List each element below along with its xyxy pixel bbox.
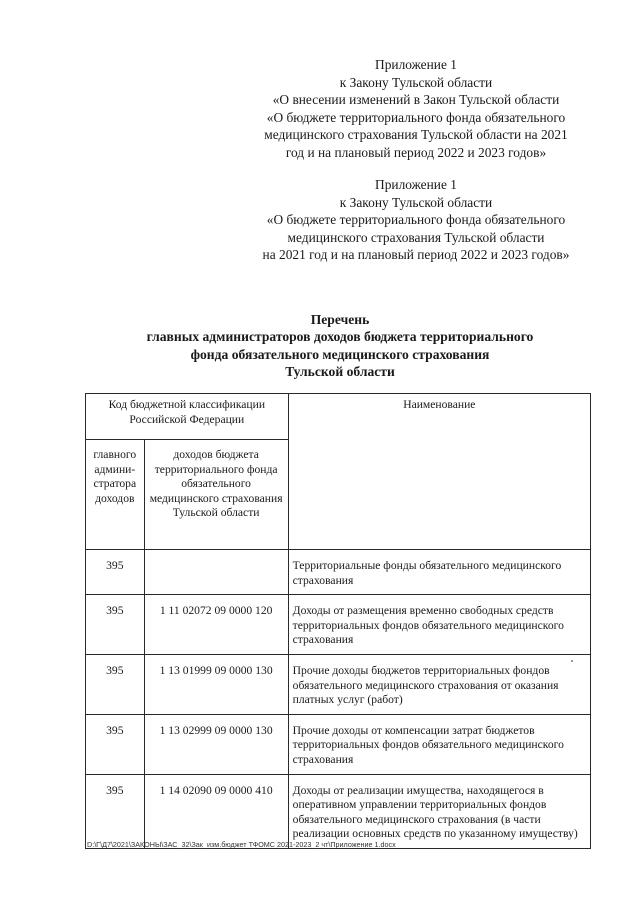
- file-path-footer: D:\Г\Д7\2021\ЗАКОНЫ\ЗАС_32\Зак_изм.бюджет ТФОМС 2021-2023_2 чт\Приложение 1.docx: [87, 840, 396, 849]
- kbk-code: 1 11 02072 09 0000 120: [144, 595, 288, 655]
- table-row: [86, 654, 591, 714]
- appendix-line: медицинского страхования Тульской области на 2021: [264, 127, 568, 143]
- header-admin: главного админи-стратора доходов: [86, 440, 145, 550]
- header-classification: Код бюджетной классификации Российской Федерации: [86, 394, 289, 440]
- kbk-code: 1 14 02090 09 0000 410: [144, 774, 288, 848]
- revenue-name: Доходы от реализации имущества, находящегося в оперативном управлении территориальных фондов обязательного медицинского страхования (в части реализации основных средств по указанному имуществу): [288, 774, 590, 848]
- admin-code: 395: [86, 774, 145, 848]
- kbk-code: 1 13 02999 09 0000 130: [144, 714, 288, 774]
- revenue-name: Прочие доходы от компенсации затрат бюджетов территориальных фондов обязательного медицинского страхования: [288, 714, 590, 774]
- table-row: [86, 714, 591, 774]
- appendix-line: к Закону Тульской области: [339, 74, 493, 90]
- title-line: Тульской области: [285, 364, 395, 380]
- admin-code: 395: [86, 550, 145, 595]
- scan-speck: [571, 660, 573, 662]
- appendix-line: на 2021 год и на плановый период 2022 и 2023 годов»: [262, 247, 570, 263]
- admin-code: 395: [86, 714, 145, 774]
- revenue-name: Прочие доходы бюджетов территориальных фондов обязательного медицинского страхования от оказания платных услуг (работ): [288, 654, 590, 714]
- kbk-code: 1 13 01999 09 0000 130: [144, 654, 288, 714]
- revenue-administrators-table: [85, 393, 591, 849]
- appendix-line: «О бюджете территориального фонда обязательного: [266, 109, 566, 125]
- table-row: [86, 550, 591, 595]
- admin-code: 395: [86, 654, 145, 714]
- header-income: доходов бюджета территориального фонда обязательного медицинского страхования Тульской области: [144, 440, 288, 550]
- header-name: Наименование: [288, 394, 590, 550]
- title-line: Перечень: [310, 312, 370, 327]
- revenue-name: Территориальные фонды обязательного медицинского страхования: [288, 550, 590, 595]
- appendix-line: год и на плановый период 2022 и 2023 годов»: [285, 144, 547, 160]
- appendix-line: «О внесении изменений в Закон Тульской области: [272, 92, 560, 108]
- table-row: [86, 595, 591, 655]
- appendix-header-original: [220, 176, 612, 264]
- table-header-row: [86, 394, 591, 440]
- kbk-code: [144, 550, 288, 595]
- appendix-header-amendment: [220, 56, 612, 162]
- document-title: [0, 311, 640, 381]
- revenue-name: Доходы от размещения временно свободных средств территориальных фондов обязательного медицинского страхования: [288, 595, 590, 655]
- appendix-line: Приложение 1: [375, 57, 457, 72]
- table-row: [86, 774, 591, 848]
- title-line: фонда обязательного медицинского страхования: [190, 346, 490, 362]
- appendix-line: к Закону Тульской области: [339, 194, 493, 210]
- title-line: главных администраторов доходов бюджета территориального: [146, 329, 534, 345]
- appendix-line: «О бюджете территориального фонда обязательного: [266, 212, 566, 228]
- appendix-line: Приложение 1: [375, 177, 457, 192]
- appendix-line: медицинского страхования Тульской области: [287, 229, 545, 245]
- admin-code: 395: [86, 595, 145, 655]
